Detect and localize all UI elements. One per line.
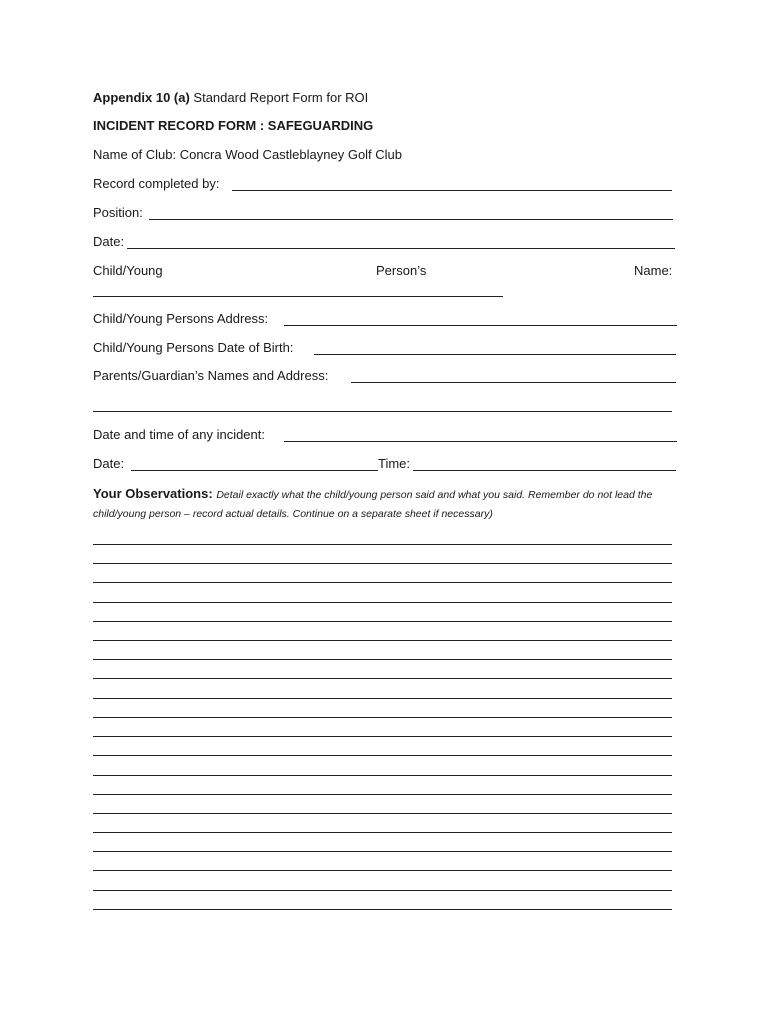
observations-instructions: Detail exactly what the child/young person said and what you said. Remember do not lead the child/young person – record actual details. Continue on a separate sheet if necessary) [93,489,653,520]
observations-line[interactable] [93,794,672,795]
observations-line[interactable] [93,832,672,833]
observations-line[interactable] [93,640,672,641]
observations-line[interactable] [93,659,672,660]
appendix-label: Appendix 10 (a) [93,90,190,105]
child-name-field[interactable] [93,296,503,297]
club-name: Name of Club: Concra Wood Castleblayney Golf Club [93,147,403,162]
incident-datetime-label: Date and time of any incident: [93,427,265,442]
observations-line[interactable] [93,851,672,852]
parents-field[interactable] [351,382,676,383]
date-field[interactable] [127,248,675,249]
child-name-label-part1: Child/Young [93,263,163,278]
incident-datetime-field[interactable] [284,441,677,442]
observations-line[interactable] [93,698,672,699]
observations-line[interactable] [93,775,672,776]
observations-line[interactable] [93,909,672,910]
form-title: INCIDENT RECORD FORM : SAFEGUARDING [93,118,374,133]
observations-line[interactable] [93,678,672,679]
date2-label: Date: [93,456,125,471]
child-name-label-part3: Name: [634,263,673,278]
parents-label: Parents/Guardian’s Names and Address: [93,368,329,383]
appendix-subtitle: Standard Report Form for ROI [189,90,369,105]
observations-line[interactable] [93,813,672,814]
time-field[interactable] [413,470,676,471]
position-field[interactable] [149,219,673,220]
observations-line[interactable] [93,582,672,583]
observations-line[interactable] [93,544,672,545]
date-label: Date: [93,234,125,249]
observations-line[interactable] [93,717,672,718]
observations-line[interactable] [93,755,672,756]
observations-line[interactable] [93,890,672,891]
appendix-heading [93,90,368,106]
dob-field[interactable] [314,354,676,355]
record-completed-by-field[interactable] [232,190,672,191]
observations-line[interactable] [93,736,672,737]
dob-label: Child/Young Persons Date of Birth: [93,340,294,355]
position-label: Position: [93,205,143,220]
observations-line[interactable] [93,621,672,622]
address-label: Child/Young Persons Address: [93,311,269,326]
observations-line[interactable] [93,602,672,603]
parents-field-line-2[interactable] [93,411,672,412]
record-completed-by-label: Record completed by: [93,176,220,191]
address-field[interactable] [284,325,677,326]
observations-intro [93,485,678,523]
child-name-label-part2: Person’s [376,263,427,278]
observations-label: Your Observations: [93,486,213,501]
time-label: Time: [378,456,411,471]
observations-line[interactable] [93,563,672,564]
observations-line[interactable] [93,870,672,871]
date2-field[interactable] [131,470,378,471]
